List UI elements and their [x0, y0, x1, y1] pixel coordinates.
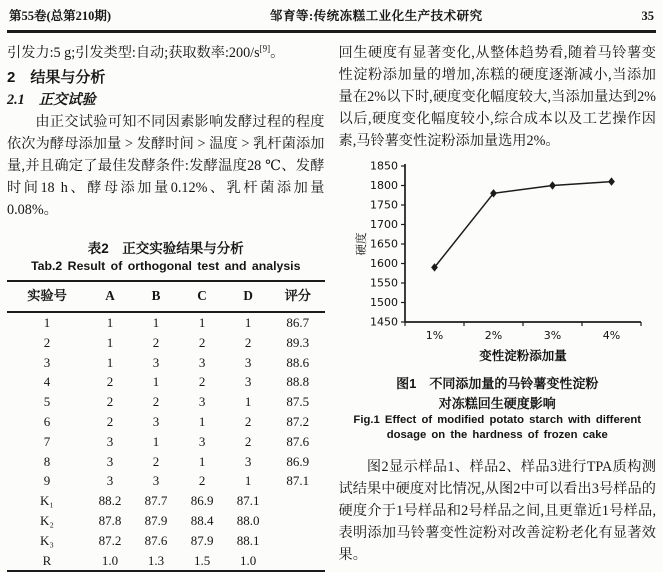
section-heading-results: 2 结果与分析	[7, 69, 106, 86]
table-cell	[271, 551, 324, 572]
table-cell: 88.8	[286, 374, 310, 390]
svg-text:1750: 1750	[369, 198, 398, 212]
table-row	[7, 511, 325, 531]
table-column-header: D	[225, 281, 271, 312]
table-cell: 87.2	[286, 413, 310, 429]
running-title: 邹育等:传统冻糕工业化生产技术研究	[269, 9, 483, 23]
table-cell: 3	[198, 394, 206, 410]
table-cell: 2	[198, 334, 206, 350]
orthogonal-table-body	[7, 312, 325, 571]
table-cell: 2	[152, 394, 160, 410]
svg-text:3%: 3%	[543, 329, 561, 342]
right-column	[339, 42, 657, 572]
two-column-body	[7, 33, 656, 572]
table-cell: 3	[152, 473, 160, 489]
table-cell: 89.3	[286, 334, 310, 350]
table-cell: 3	[106, 473, 114, 489]
figure1-chart-svg	[353, 156, 655, 366]
table-cell: 3	[152, 413, 160, 429]
table-cell: 1	[244, 394, 252, 410]
table-cell: 1	[106, 354, 114, 370]
table-cell: 1	[43, 315, 51, 330]
table-cell	[271, 491, 324, 511]
table-cell: 3	[106, 433, 114, 449]
table-cell: 1	[106, 315, 114, 330]
table-cell: 2	[43, 334, 51, 350]
table-cell: 2	[152, 453, 160, 469]
table-cell: 86.9	[190, 493, 214, 509]
table-row	[7, 531, 325, 551]
svg-text:1%: 1%	[425, 329, 443, 342]
table-cell: 1	[152, 315, 160, 330]
tpa-paragraph: 图2显示样品1、样品2、样品3进行TPA质构测试结果中硬度对比情况,从图2中可以看出3号样品的硬度介于1号样品和2号样品之间,且更靠近1号样品,表明添加马铃薯变性淀粉对改善淀粉老化有显著效果。	[338, 459, 656, 563]
table-cell: 87.6	[144, 532, 168, 548]
table-cell: 87.2	[98, 532, 122, 548]
left-column	[7, 42, 325, 572]
table-cell: 3	[244, 453, 252, 469]
table-cell: 87.1	[236, 493, 260, 509]
table-cell: 6	[43, 413, 51, 429]
table-column-header: B	[133, 281, 179, 312]
svg-text:变性淀粉添加量: 变性淀粉添加量	[478, 349, 567, 363]
table-cell: 1	[198, 413, 206, 429]
table-cell: K₃	[40, 532, 54, 548]
table-row	[7, 412, 325, 432]
table-cell: 2	[106, 413, 114, 429]
svg-text:2%: 2%	[484, 329, 502, 342]
table-row	[7, 392, 325, 412]
volume-info: 第55卷(总第210期)	[9, 9, 112, 23]
table-cell: 2	[198, 374, 206, 390]
table-cell: 9	[43, 473, 51, 489]
svg-text:1700: 1700	[369, 218, 398, 232]
table-cell: K₂	[40, 512, 54, 528]
table-cell: 1.5	[193, 552, 211, 568]
table-cell: 5	[43, 394, 51, 410]
table-column-header: 评分	[271, 281, 324, 312]
table-cell: 3	[43, 354, 51, 370]
svg-text:1800: 1800	[369, 179, 398, 193]
table-cell	[271, 531, 324, 551]
table-row	[7, 551, 325, 572]
page-number: 35	[641, 9, 654, 23]
table-cell: 87.1	[286, 473, 310, 489]
table-column-header: C	[179, 281, 225, 312]
svg-text:1850: 1850	[369, 159, 398, 173]
orthogonal-results-table	[7, 280, 325, 572]
orthogonal-table-header-row	[7, 281, 325, 312]
svg-text:1450: 1450	[369, 315, 398, 329]
table-row	[7, 491, 325, 511]
table-cell: 87.9	[190, 532, 214, 548]
table-cell: 2	[152, 334, 160, 350]
table-row	[7, 333, 325, 353]
table-cell: 2	[106, 394, 114, 410]
table-row	[7, 432, 325, 452]
svg-text:硬度: 硬度	[355, 232, 368, 256]
table-cell: 2	[244, 334, 252, 350]
table-column-header: 实验号	[7, 281, 87, 312]
table-cell: 1.3	[147, 552, 165, 568]
hardness-line-chart	[353, 156, 655, 373]
table-cell: 3	[244, 374, 252, 390]
table-row	[7, 471, 325, 491]
table-cell: 3	[198, 433, 206, 449]
table-cell: 87.9	[144, 512, 168, 528]
table-cell	[271, 511, 324, 531]
subsection-heading-orthogonal: 2.1 正交试验	[7, 92, 96, 108]
table-cell: 88.4	[190, 512, 214, 528]
figure1-caption-zh-line2: 对冻糕回生硬度影响	[438, 396, 556, 411]
figure1-caption-en-line1: Fig.1 Effect of modified potato starch with different	[353, 414, 642, 426]
table-cell: 86.9	[286, 453, 310, 469]
orthogonal-paragraph: 由正交试验可知不同因素影响发酵过程的程度依次为酵母添加量 > 发酵时间 > 温度 > 乳杆菌添加量,并且确定了最佳发酵条件:发酵温度28 ℃、发酵时间18 h、酵母添加量0.12%、乳杆菌添加量0.08%。	[7, 114, 325, 218]
table-cell: 2	[244, 413, 252, 429]
table-caption-en: Tab.2 Result of orthogonal test and analysis	[31, 259, 301, 273]
table-cell: 1.0	[101, 552, 119, 568]
table-cell: 2	[198, 473, 206, 489]
table-cell: 3	[244, 354, 252, 370]
page-header	[7, 3, 656, 33]
table-cell: 1	[152, 374, 160, 390]
table-cell: 87.8	[98, 512, 122, 528]
svg-text:1500: 1500	[369, 296, 398, 310]
figure1-caption-en-line2: dosage on the hardness of frozen cake	[386, 429, 608, 441]
table-cell: 88.2	[98, 493, 122, 509]
table-cell: 1	[152, 433, 160, 449]
table-cell: 8	[43, 453, 51, 469]
table-cell: 88.1	[236, 532, 260, 548]
table-cell: 1	[198, 453, 206, 469]
table-cell: R	[42, 552, 52, 568]
sentence-end: 。	[270, 45, 285, 61]
table-cell: 3	[106, 453, 114, 469]
table-caption-zh: 表2 正交实验结果与分析	[87, 241, 244, 256]
table-cell: 1	[106, 334, 114, 350]
table-cell: 87.7	[144, 493, 168, 509]
table-cell: 88.6	[286, 354, 310, 370]
table-cell: 2	[244, 433, 252, 449]
table-cell: 3	[198, 354, 206, 370]
table-cell: 7	[43, 433, 51, 449]
svg-text:4%: 4%	[602, 329, 620, 342]
table-cell: 1	[244, 473, 252, 489]
table-cell: 88.0	[236, 512, 260, 528]
table-cell: 3	[152, 354, 160, 370]
svg-text:1600: 1600	[369, 257, 398, 271]
table-cell: 1	[244, 315, 252, 330]
figure1-caption-zh-line1: 图1 不同添加量的马铃薯变性淀粉	[396, 376, 599, 391]
table-cell: 87.6	[286, 433, 310, 449]
table-cell: 1	[198, 315, 206, 330]
table-cell: 87.5	[286, 394, 310, 410]
table-cell: 2	[106, 374, 114, 390]
hardness-paragraph: 回生硬度有显著变化,从整体趋势看,随着马铃薯变性淀粉添加量的增加,冻糕的硬度逐渐减小,当添加量在2%以下时,硬度变化幅度较大,当添加量达到2%以后,硬度变化幅度较小,综合成本以及工艺操作因素,马铃薯变性淀粉添加量选用2%。	[338, 45, 656, 149]
svg-text:1550: 1550	[369, 276, 398, 290]
table-cell: 1.0	[239, 552, 257, 568]
table-row	[7, 353, 325, 373]
method-parameters-line	[7, 42, 325, 64]
table-row	[7, 452, 325, 472]
table-row	[7, 372, 325, 392]
table-cell: K₁	[40, 493, 54, 509]
table-row	[7, 312, 325, 333]
table-cell: 4	[43, 374, 51, 390]
table-column-header: A	[87, 281, 133, 312]
citation-superscript: [9]	[259, 43, 271, 54]
svg-text:1650: 1650	[369, 237, 398, 251]
method-parameters-text: 引发力:5 g;引发类型:自动;获取数率:200/s	[7, 45, 260, 61]
table-cell: 86.7	[286, 315, 310, 330]
